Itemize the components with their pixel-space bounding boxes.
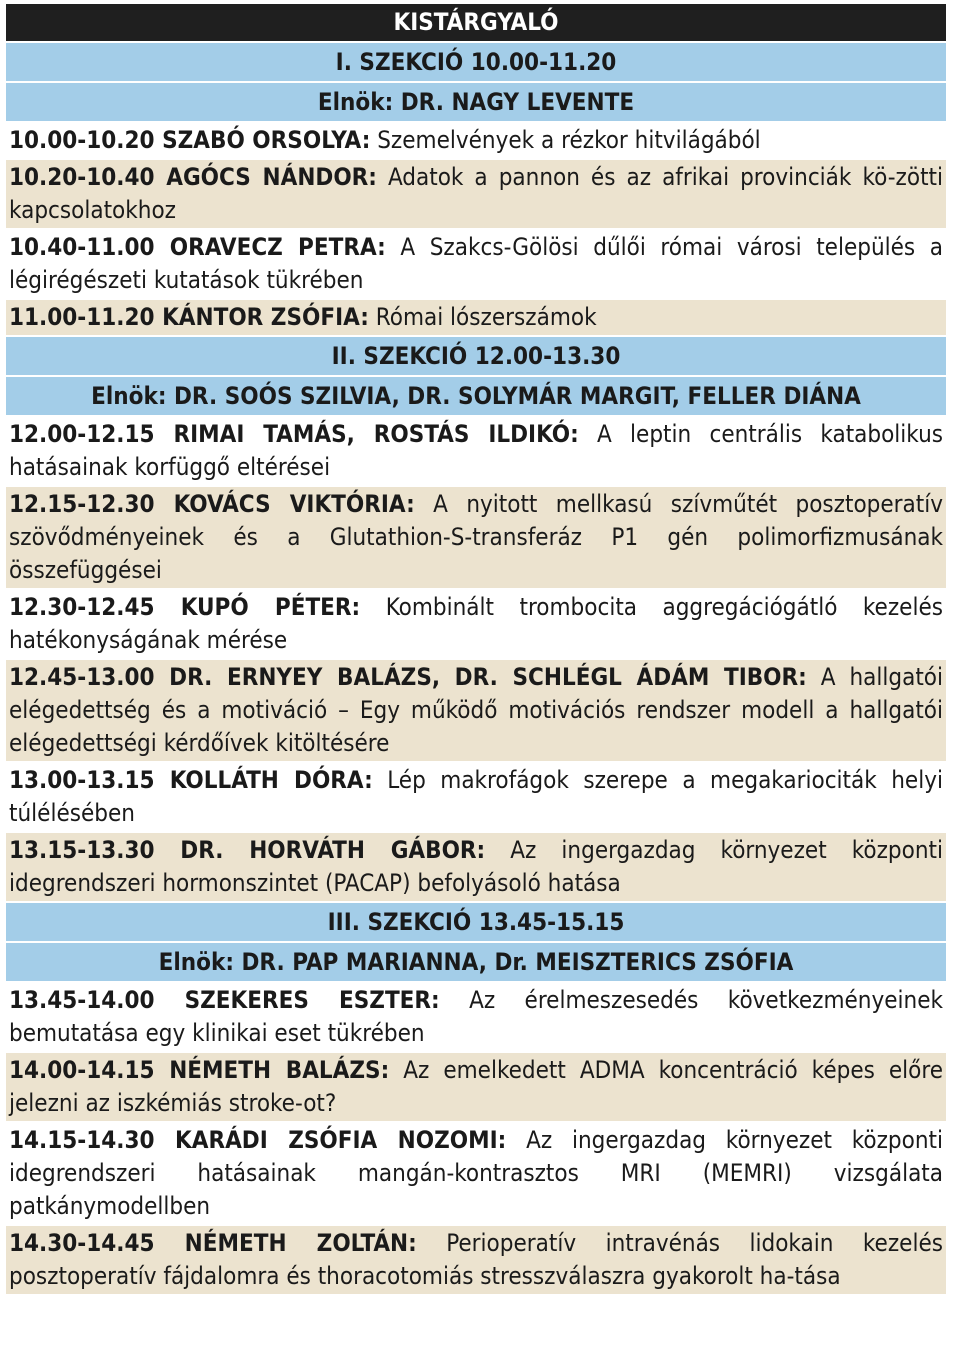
talk-time-speaker: 14.00-14.15 NÉMETH BALÁZS: — [9, 1056, 390, 1084]
talk-title: Az emelkedett ADMA koncentráció képes előre jelezni az iszkémiás stroke-ot? — [9, 1056, 943, 1117]
schedule-table — [6, 4, 946, 1294]
talk-row — [6, 660, 946, 761]
talk-row — [6, 590, 946, 658]
session-chair: Elnök: DR. PAP MARIANNA, Dr. MEISZTERICS ZSÓFIA — [6, 943, 946, 981]
talk-title: A Szakcs-Gölösi dűlői római városi település a légirégészeti kutatások tükrében — [9, 233, 943, 294]
session-header: II. SZEKCIÓ 12.00-13.30 — [6, 337, 946, 375]
talk-time-speaker: 12.45-13.00 DR. ERNYEY BALÁZS, DR. SCHLÉGL ÁDÁM TIBOR: — [9, 663, 807, 691]
talk-row — [6, 1053, 946, 1121]
talk-time-speaker: 12.30-12.45 KUPÓ PÉTER: — [9, 593, 361, 621]
room-title: KISTÁRGYALÓ — [6, 4, 946, 41]
talk-title: A hallgatói elégedettség és a motiváció – Egy működő motivációs rendszer modell a hallgatói elégedettségi kérdőívek kitöltésére — [9, 663, 943, 757]
talk-time-speaker: 10.00-10.20 SZABÓ ORSOLYA: — [9, 126, 371, 154]
talk-time-speaker: 12.15-12.30 KOVÁCS VIKTÓRIA: — [9, 490, 415, 518]
talk-row — [6, 160, 946, 228]
talk-title: A nyitott mellkasú szívműtét posztoperatív szövődményeinek és a Glutathion-S-transferáz P1 gén polimorfizmusának összefüggései — [9, 490, 943, 584]
talk-time-speaker: 10.20-10.40 AGÓCS NÁNDOR: — [9, 163, 377, 191]
talk-title: Kombinált trombocita aggregációgátló kezelés hatékonyságának mérése — [9, 593, 943, 654]
talk-time-speaker: 12.00-12.15 RIMAI TAMÁS, ROSTÁS ILDIKÓ: — [9, 420, 579, 448]
session-chair: Elnök: DR. SOÓS SZILVIA, DR. SOLYMÁR MARGIT, FELLER DIÁNA — [6, 377, 946, 415]
talk-row — [6, 417, 946, 485]
talk-row — [6, 487, 946, 588]
talk-title: Római lószerszámok — [368, 303, 597, 331]
talk-time-speaker: 14.30-14.45 NÉMETH ZOLTÁN: — [9, 1229, 417, 1257]
talk-row — [6, 763, 946, 831]
talk-title: Az ingergazdag környezet központi idegrendszeri hatásainak mangán-kontrasztos MRI (MEMRI) vizsgálata patkánymodellben — [9, 1126, 943, 1220]
talk-time-speaker: 13.00-13.15 KOLLÁTH DÓRA: — [9, 766, 373, 794]
talk-time-speaker: 13.15-13.30 DR. HORVÁTH GÁBOR: — [9, 836, 486, 864]
talk-row — [6, 230, 946, 298]
talk-row — [6, 833, 946, 901]
talk-time-speaker: 11.00-11.20 KÁNTOR ZSÓFIA: — [9, 303, 369, 331]
talk-time-speaker: 13.45-14.00 SZEKERES ESZTER: — [9, 986, 440, 1014]
talk-title: Lép makrofágok szerepe a megakariociták helyi túlélésében — [9, 766, 943, 827]
talk-row — [6, 300, 946, 335]
talk-title: Az érelmeszesedés következményeinek bemutatása egy klinikai eset tükrében — [9, 986, 943, 1047]
talk-title: Adatok a pannon és az afrikai provinciák kö-zötti kapcsolatokhoz — [9, 163, 943, 224]
talk-title: Perioperatív intravénás lidokain kezelés posztoperatív fájdalomra és thoracotomiás stresszválaszra gyakorolt ha-tása — [9, 1229, 943, 1290]
talk-title: A leptin centrális katabolikus hatásainak korfüggő eltérései — [9, 420, 944, 481]
talk-time-speaker: 10.40-11.00 ORAVECZ PETRA: — [9, 233, 386, 261]
session-header: I. SZEKCIÓ 10.00-11.20 — [6, 43, 946, 81]
talk-row — [6, 123, 946, 158]
talk-title: Szemelvények a rézkor hitvilágából — [370, 126, 761, 154]
session-chair: Elnök: DR. NAGY LEVENTE — [6, 83, 946, 121]
session-header: III. SZEKCIÓ 13.45-15.15 — [6, 903, 946, 941]
talk-time-speaker: 14.15-14.30 KARÁDI ZSÓFIA NOZOMI: — [9, 1126, 507, 1154]
talk-row — [6, 983, 946, 1051]
talk-title: Az ingergazdag környezet központi idegrendszeri hormonszintet (PACAP) befolyásoló hatása — [9, 836, 943, 897]
talk-row — [6, 1123, 946, 1224]
talk-row — [6, 1226, 946, 1294]
